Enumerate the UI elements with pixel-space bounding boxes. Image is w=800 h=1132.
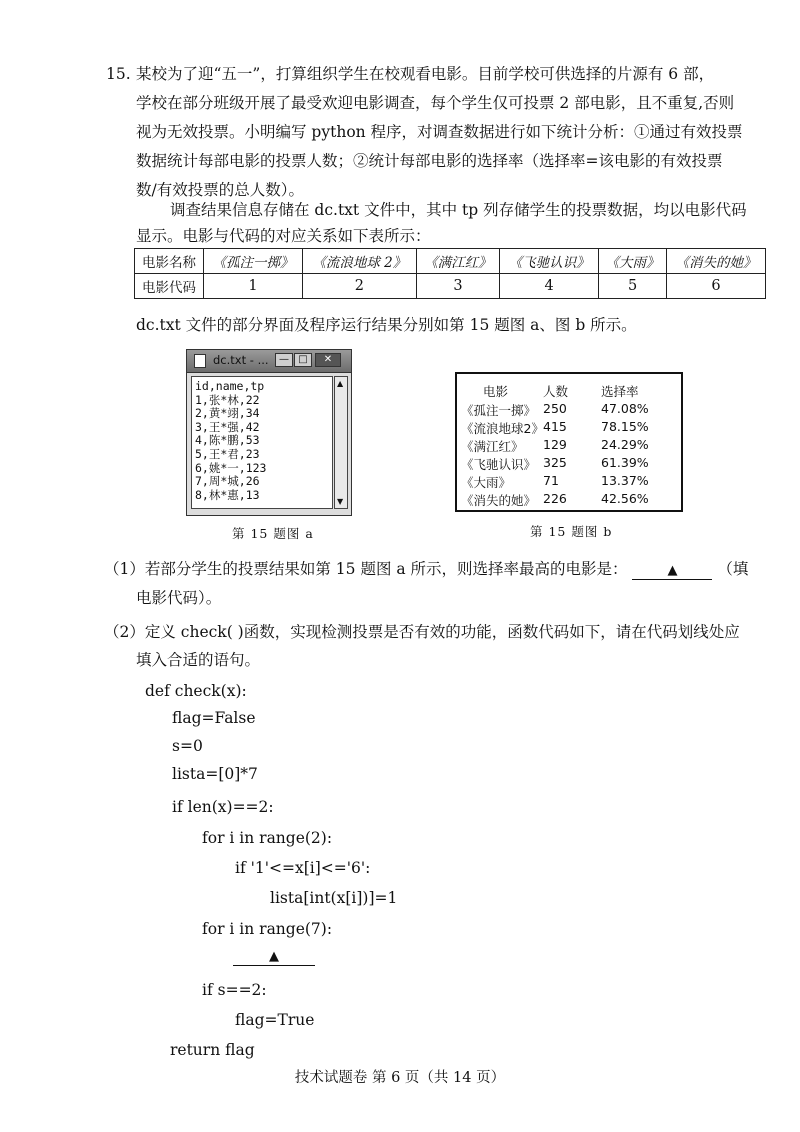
table-cell-movie-name: 《孤注一掷》 bbox=[204, 249, 303, 274]
scroll-down-icon[interactable]: ▼ bbox=[337, 497, 344, 506]
header-count: 人数 bbox=[543, 384, 569, 399]
sub2-line-1: （2）定义 check( )函数，实现检测投票是否有效的功能，函数代码如下，请在代码划线处应 bbox=[104, 623, 740, 641]
maximize-button[interactable]: □ bbox=[294, 353, 312, 367]
figure-b-caption: 第 15 题图 b bbox=[530, 524, 613, 539]
text-line: 7,周*城,26 bbox=[195, 474, 260, 489]
text-line: 4,陈*鹏,53 bbox=[195, 433, 260, 448]
minimize-button[interactable]: — bbox=[275, 353, 293, 367]
result-count: 415 bbox=[543, 419, 567, 434]
result-count: 71 bbox=[543, 473, 559, 488]
result-movie: 《大雨》 bbox=[461, 475, 512, 490]
table-cell-code: 1 bbox=[204, 274, 303, 299]
table-cell-movie-name: 《飞驰认识》 bbox=[500, 249, 599, 274]
code-line: if '1'<=x[i]<='6': bbox=[235, 859, 371, 877]
result-count: 325 bbox=[543, 455, 567, 470]
sub1-line-1 bbox=[104, 559, 748, 580]
results-row bbox=[457, 437, 681, 454]
answer-blank-1[interactable] bbox=[632, 561, 712, 580]
table-cell-head: 电影名称 bbox=[135, 249, 204, 274]
table-cell-code: 3 bbox=[416, 274, 499, 299]
results-box bbox=[455, 372, 683, 512]
header-rate: 选择率 bbox=[601, 384, 639, 399]
code-line: flag=True bbox=[235, 1011, 315, 1029]
code-line: lista[int(x[i])]=1 bbox=[270, 889, 398, 907]
code-line: lista=[0]*7 bbox=[172, 765, 258, 783]
triangle-icon: ▲ bbox=[667, 563, 678, 578]
table-cell-movie-name: 《大雨》 bbox=[599, 249, 667, 274]
table-cell-code: 4 bbox=[500, 274, 599, 299]
result-count: 129 bbox=[543, 437, 567, 452]
movie-code-table bbox=[134, 248, 766, 299]
table-cell-code: 5 bbox=[599, 274, 667, 299]
results-row bbox=[457, 491, 681, 508]
result-movie: 《满江红》 bbox=[461, 439, 524, 454]
result-rate: 47.08% bbox=[601, 401, 649, 416]
results-row bbox=[457, 455, 681, 472]
table-cell-code: 2 bbox=[302, 274, 416, 299]
question-para2-line-1: 调查结果信息存储在 dc.txt 文件中，其中 tp 列存储学生的投票数据，均以电影代码 bbox=[170, 201, 747, 219]
result-count: 226 bbox=[543, 491, 567, 506]
window-title: dc.txt - ... bbox=[213, 353, 269, 367]
result-movie: 《孤注一掷》 bbox=[461, 403, 537, 418]
text-line: 6,姚*一,123 bbox=[195, 460, 267, 475]
question-line-4: 数据统计每部电影的投票人数；②统计每部电影的选择率（选择率=该电影的有效投票 bbox=[136, 152, 723, 170]
text-line: 2,黄*翊,34 bbox=[195, 406, 260, 421]
code-line: if s==2: bbox=[202, 981, 267, 999]
sub1-line-2: 电影代码）。 bbox=[136, 589, 222, 607]
vertical-scrollbar[interactable] bbox=[334, 376, 348, 509]
question-number: 15. bbox=[106, 65, 131, 83]
question-para2-line-2: 显示。电影与代码的对应关系如下表所示： bbox=[136, 227, 431, 245]
results-row bbox=[457, 401, 681, 418]
table-cell-movie-name: 《流浪地球 2》 bbox=[302, 249, 416, 274]
question-line-5: 数/有效投票的总人数）。 bbox=[136, 181, 304, 199]
code-line: s=0 bbox=[172, 737, 203, 755]
table-cell-movie-name: 《消失的她》 bbox=[667, 249, 766, 274]
results-row bbox=[457, 419, 681, 436]
result-movie: 《流浪地球2》 bbox=[461, 421, 544, 436]
sub2-line-2: 填入合适的语句。 bbox=[136, 651, 261, 669]
figure-reference: dc.txt 文件的部分界面及程序运行结果分别如第 15 题图 a、图 b 所示。 bbox=[136, 316, 637, 334]
code-line: def check(x): bbox=[145, 682, 247, 700]
code-line: for i in range(2): bbox=[202, 829, 333, 847]
page-footer: 技术试题卷 第 6 页（共 14 页） bbox=[294, 1070, 506, 1086]
question-line-2: 学校在部分班级开展了最受欢迎电影调查，每个学生仅可投票 2 部电影，且不重复,否则 bbox=[136, 94, 735, 112]
text-line: 8,林*惠,13 bbox=[195, 487, 260, 502]
notepad-icon bbox=[194, 354, 206, 368]
code-answer-blank[interactable] bbox=[233, 949, 315, 966]
triangle-icon: ▲ bbox=[269, 949, 279, 964]
notepad-window bbox=[186, 349, 352, 516]
text-area[interactable] bbox=[191, 376, 333, 509]
table-cell-movie-name: 《满江红》 bbox=[416, 249, 499, 274]
result-movie: 《飞驰认识》 bbox=[461, 457, 537, 472]
sub1-text: （1）若部分学生的投票结果如第 15 题图 a 所示，则选择率最高的电影是： bbox=[104, 560, 628, 578]
text-line: 3,王*强,42 bbox=[195, 419, 260, 434]
scroll-up-icon[interactable]: ▲ bbox=[337, 379, 344, 388]
result-rate: 13.37% bbox=[601, 473, 649, 488]
question-line-3: 视为无效投票。小明编写 python 程序，对调查数据进行如下统计分析：①通过有效投票 bbox=[136, 123, 743, 141]
close-button[interactable]: ✕ bbox=[315, 353, 341, 367]
table-cell-code: 6 bbox=[667, 274, 766, 299]
table-row bbox=[135, 274, 766, 299]
table-cell-head: 电影代码 bbox=[135, 274, 204, 299]
code-line: return flag bbox=[170, 1041, 255, 1059]
sub1-suffix: （填 bbox=[717, 560, 749, 578]
header-movie: 电影 bbox=[483, 384, 509, 399]
window-titlebar[interactable] bbox=[187, 350, 351, 373]
result-count: 250 bbox=[543, 401, 567, 416]
results-header-row bbox=[457, 382, 681, 399]
result-rate: 61.39% bbox=[601, 455, 649, 470]
table-row bbox=[135, 249, 766, 274]
result-movie: 《消失的她》 bbox=[461, 493, 537, 508]
result-rate: 78.15% bbox=[601, 419, 649, 434]
code-line: if len(x)==2: bbox=[172, 798, 274, 816]
code-line: flag=False bbox=[172, 709, 256, 727]
text-line: 1,张*林,22 bbox=[195, 392, 260, 407]
question-line-1: 某校为了迎“五一”，打算组织学生在校观看电影。目前学校可供选择的片源有 6 部， bbox=[136, 65, 715, 83]
code-line: for i in range(7): bbox=[202, 920, 333, 938]
text-line: 5,王*君,23 bbox=[195, 446, 260, 461]
result-rate: 42.56% bbox=[601, 491, 649, 506]
results-row bbox=[457, 473, 681, 490]
result-rate: 24.29% bbox=[601, 437, 649, 452]
text-line: id,name,tp bbox=[195, 379, 265, 393]
figure-a-caption: 第 15 题图 a bbox=[232, 526, 314, 541]
